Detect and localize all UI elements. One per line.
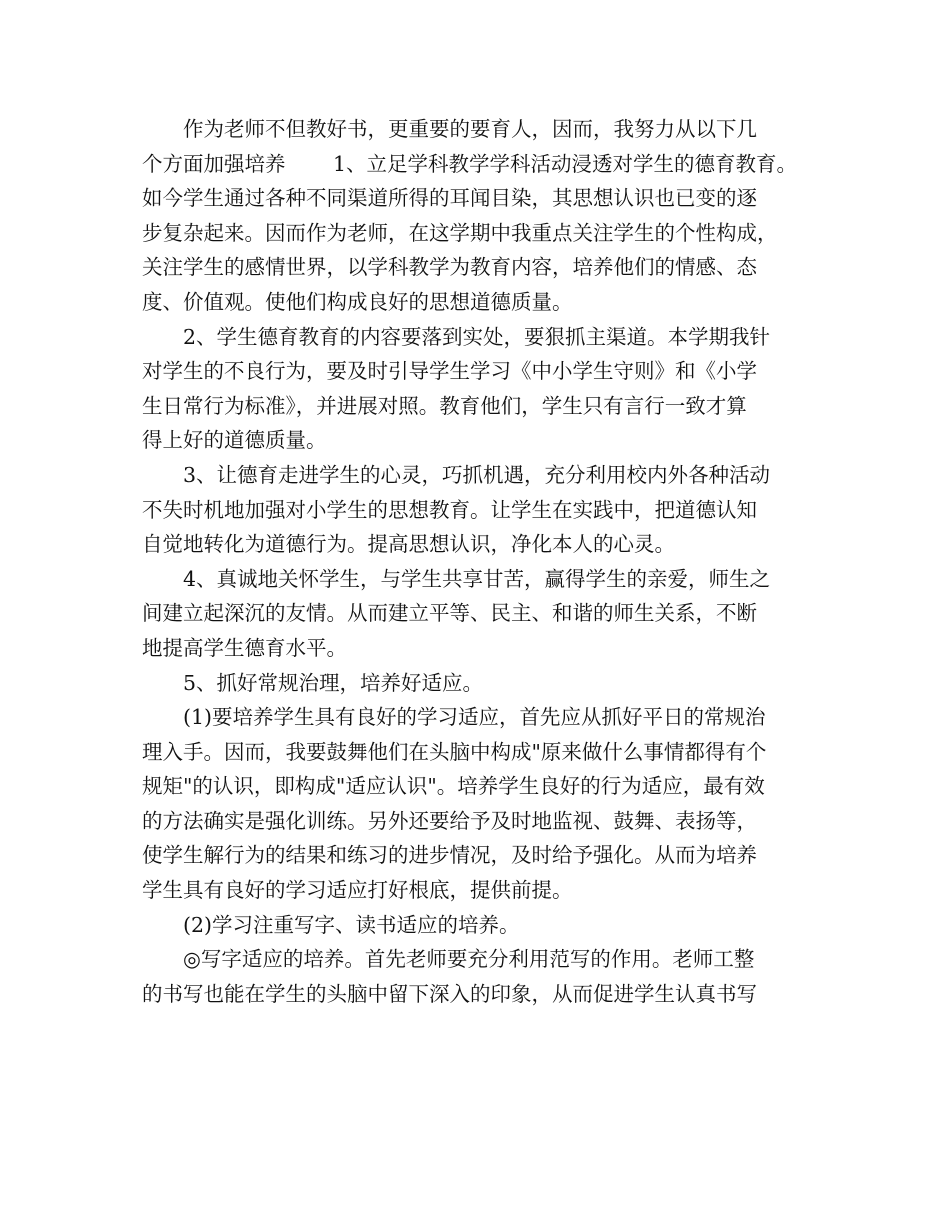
text-line: ◎写字适应的培养。首先老师要充分利用范写的作用。老师工整: [142, 947, 755, 972]
text-line: (1)要培养学生具有良好的学习适应，首先应从抓好平日的常规治: [142, 705, 766, 730]
text-line: 理入手。因而，我要鼓舞他们在头脑中构成"原来做什么事情都得有个: [142, 739, 767, 764]
text-line: 个方面加强培养 1、立足学科教学学科活动浸透对学生的德育教育。: [142, 151, 798, 176]
text-line: 4、真诚地关怀学生，与学生共享甘苦，赢得学生的亲爱，师生之: [142, 566, 771, 591]
text-line: 得上好的道德质量。: [142, 428, 327, 453]
text-line: 地提高学生德育水平。: [142, 635, 347, 660]
body-text: [142, 112, 822, 1011]
text-line: 度、价值观。使他们构成良好的思想道德质量。: [142, 289, 573, 314]
text-line: 作为老师不但教好书，更重要的要育人，因而，我努力从以下几: [142, 117, 757, 141]
text-line: 不失时机地加强对小学生的思想教育。让学生在实践中，把道德认知: [142, 497, 757, 522]
text-line: 如今学生通过各种不同渠道所得的耳闻目染，其思想认识也已变的逐: [142, 186, 757, 211]
text-line: 的书写也能在学生的头脑中留下深入的印象，从而促进学生认真书写: [142, 981, 757, 1006]
text-line: 生日常行为标准》，并进展对照。教育他们，学生只有言行一致才算: [142, 393, 747, 418]
text-line: 规矩"的认识，即构成"适应认识"。培养学生良好的行为适应，最有效: [142, 774, 765, 799]
text-line: 关注学生的感情世界，以学科教学为教育内容，培养他们的情感、态: [142, 255, 757, 280]
text-line: 步复杂起来。因而作为老师，在这学期中我重点关注学生的个性构成，: [142, 220, 778, 245]
text-line: 使学生解行为的结果和练习的进步情况，及时给予强化。从而为培养: [142, 843, 757, 868]
text-line: 2、学生德育教育的内容要落到实处，要狠抓主渠道。本学期我针: [142, 324, 771, 349]
text-line: 的方法确实是强化训练。另外还要给予及时地监视、鼓舞、表扬等，: [142, 808, 757, 833]
text-line: 自觉地转化为道德行为。提高思想认识，净化本人的心灵。: [142, 532, 675, 557]
text-line: 对学生的不良行为，要及时引导学生学习《中小学生守则》和《小学: [142, 359, 757, 384]
text-line: 学生具有良好的学习适应打好根底，提供前提。: [142, 878, 573, 903]
text-line: 间建立起深沉的友情。从而建立平等、民主、和谐的师生关系，不断: [142, 601, 757, 626]
text-line: (2)学习注重写字、读书适应的培养。: [142, 912, 520, 937]
text-line: 5、抓好常规治理，培养好适应。: [142, 670, 484, 695]
text-line: 3、让德育走进学生的心灵，巧抓机遇，充分利用校内外各种活动: [142, 462, 771, 487]
